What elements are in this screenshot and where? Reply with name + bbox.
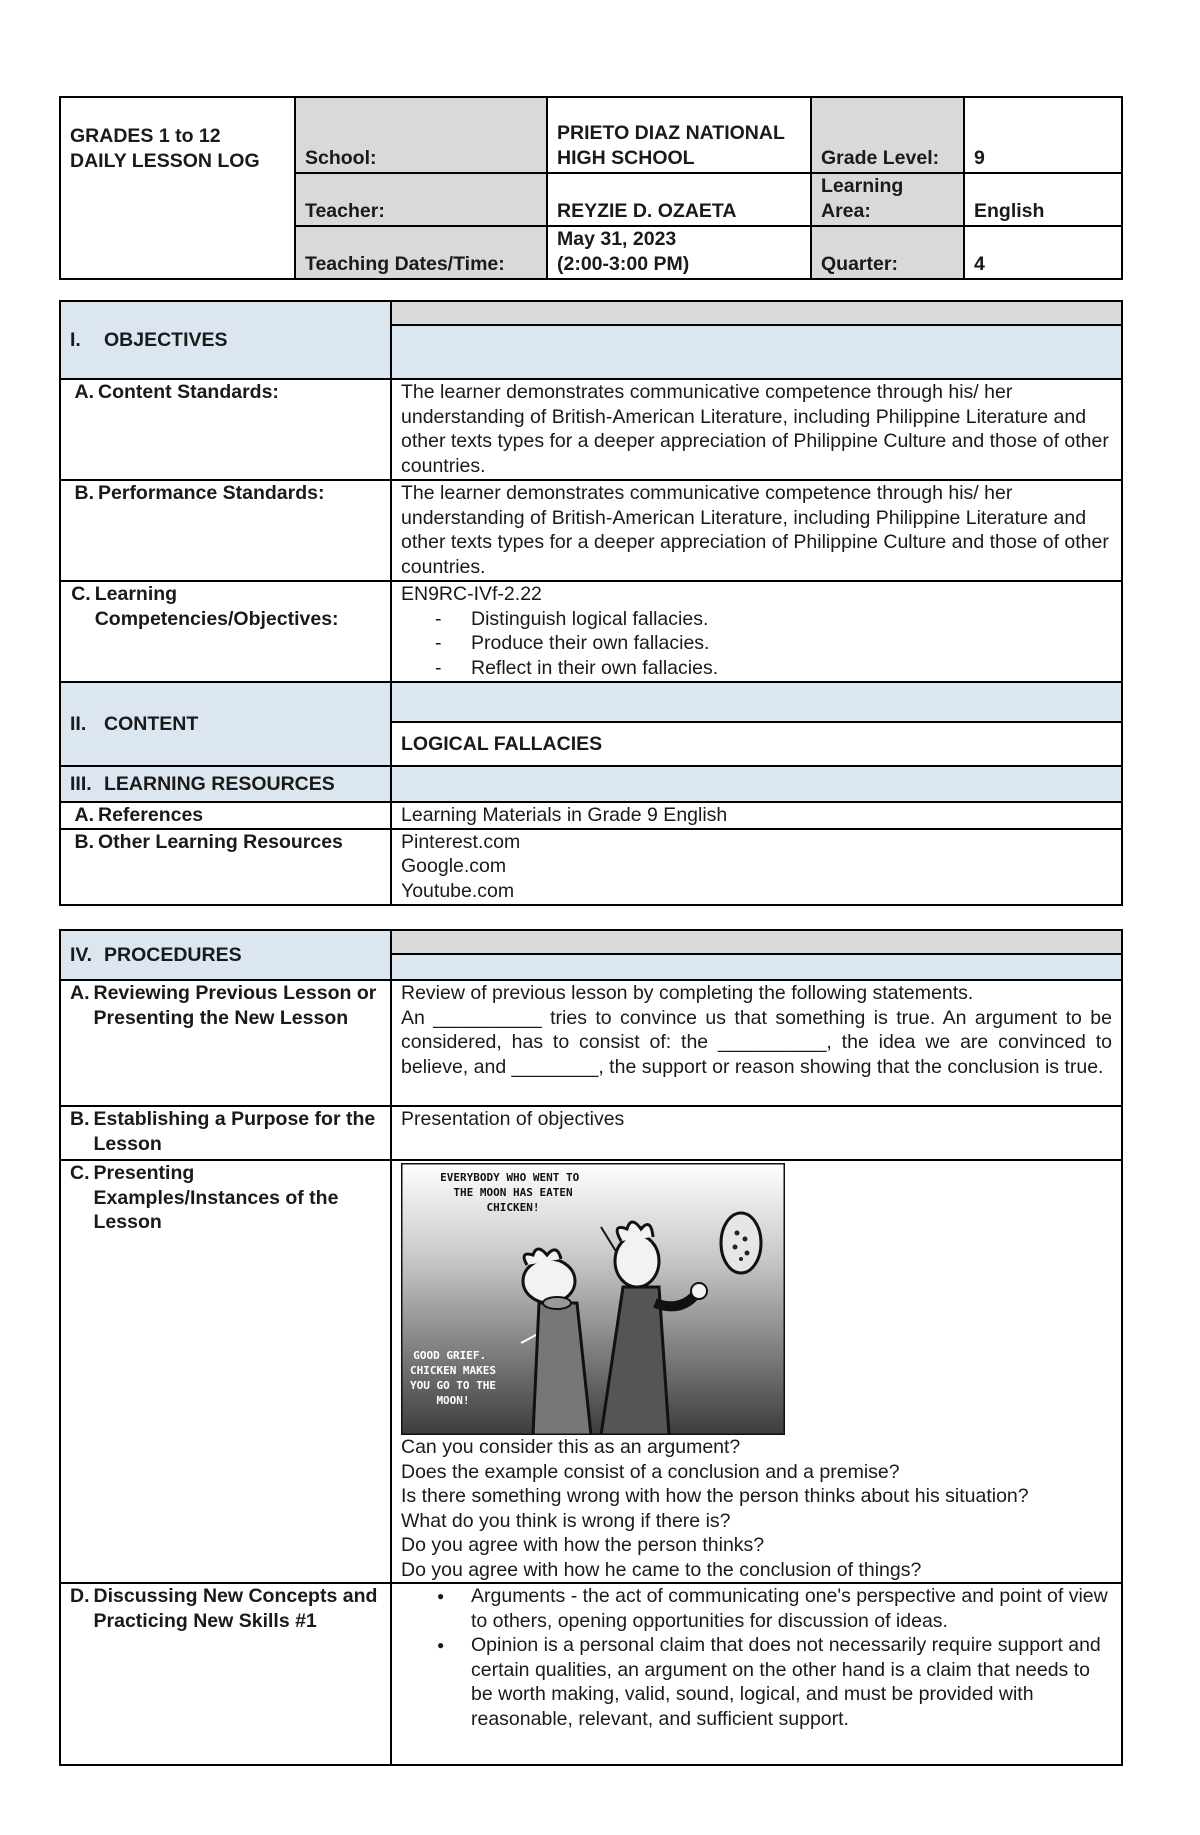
discussing-label: D. Discussing New Concepts and Practicing New Skills #1 — [60, 1583, 391, 1765]
list-item: Pinterest.com — [401, 830, 521, 853]
performance-standards-label: B. Performance Standards: — [60, 480, 391, 581]
school-value: PRIETO DIAZ NATIONAL HIGH SCHOOL — [547, 97, 811, 173]
log-title — [60, 97, 295, 279]
log-title-line-1: GRADES 1 to 12 — [70, 125, 221, 147]
objectives-gray-bar — [391, 301, 1122, 325]
log-title-line-2: DAILY LESSON LOG — [70, 149, 260, 172]
teacher-label: Teacher: — [295, 173, 547, 226]
discussing-text — [391, 1583, 1122, 1765]
references-value: Learning Materials in Grade 9 English — [391, 802, 1122, 829]
list-item: Does the example consist of a conclusion and a premise? — [401, 1460, 900, 1483]
purpose-text: Presentation of objectives — [391, 1106, 1122, 1160]
content-blue-bar — [391, 682, 1122, 722]
comic-text-line: CHICKEN! — [486, 1201, 540, 1214]
procedures-gray-bar — [391, 930, 1122, 954]
performance-standards-text: The learner demonstrates communicative competence through his/ her understanding of British-American Literature, including Philippine Literature and other texts types for a deeper appreciation of Philippine Culture and those of other countries. — [391, 480, 1122, 581]
area-label: Learning Area: — [811, 173, 964, 226]
examples-label: C. Presenting Examples/Instances of the Lesson — [60, 1160, 391, 1583]
dates-label: Teaching Dates/Time: — [295, 226, 547, 279]
resources-blue-bar — [391, 766, 1122, 802]
comic-text-line: CHICKEN MAKES — [409, 1364, 497, 1377]
objectives-heading: I. OBJECTIVES — [60, 301, 391, 379]
competency-list — [401, 607, 1112, 681]
competency-code: EN9RC-IVf-2.22 — [401, 583, 542, 605]
comic-text-line: THE MOON HAS EATEN — [453, 1186, 573, 1199]
list-item: Is there something wrong with how the person thinks about his situation? — [401, 1485, 1029, 1507]
quarter-value: 4 — [964, 226, 1122, 279]
list-item: Google.com — [401, 855, 507, 877]
school-label: School: — [295, 97, 547, 173]
list-item: - Produce their own fallacies. — [401, 631, 1112, 656]
teacher-value: REYZIE D. OZAETA — [547, 173, 811, 226]
comic-text-line: MOON! — [436, 1394, 470, 1407]
content-standards-label: A. Content Standards: — [60, 379, 391, 480]
comic-bubble-bottom: GOOD GRIEF. — [413, 1349, 487, 1362]
objectives-blue-bar — [391, 325, 1122, 379]
list-item: ● Opinion is a personal claim that does not necessarily require support and certain qualities, an argument on the other hand is a claim that needs to be worth making, valid, sound, logical, and must be provided with reasonable, relevant, and sufficient support. — [401, 1633, 1112, 1731]
list-item: Youtube.com — [401, 879, 515, 902]
header-table — [59, 96, 1123, 280]
dates-value-date: May 31, 2023 — [557, 228, 677, 250]
reviewing-text — [391, 980, 1122, 1106]
other-resources-label: B. Other Learning Resources — [60, 829, 391, 905]
list-item: - Distinguish logical fallacies. — [401, 607, 1112, 632]
content-standards-text: The learner demonstrates communicative competence through his/ her understanding of British-American Literature, including Philippine Literature and other texts types for a deeper appreciation of Philippine Culture and those of other countries. — [391, 379, 1122, 480]
learning-competencies-label: C. Learning Competencies/Objectives: — [60, 581, 391, 682]
grade-label: Grade Level: — [811, 97, 964, 173]
question-list — [401, 1435, 1112, 1582]
content-value: LOGICAL FALLACIES — [391, 722, 1122, 766]
review-instruction: Review of previous lesson by completing the following statements. — [401, 982, 974, 1004]
dates-value — [547, 226, 811, 279]
dates-value-time: (2:00-3:00 PM) — [557, 252, 690, 275]
list-item: - Reflect in their own fallacies. — [401, 656, 1112, 681]
quarter-label: Quarter: — [811, 226, 964, 279]
examples-cell — [391, 1160, 1122, 1583]
review-statement: An __________ tries to convince us that something is true. An argument to be considered, has to consist of: the __________, the idea we are convinced to believe, and ________, the support or reason showing that the conclusion is true. — [401, 1006, 1112, 1078]
objectives-table — [59, 300, 1123, 906]
purpose-label: B. Establishing a Purpose for the Lesson — [60, 1106, 391, 1160]
list-item: Do you agree with how the person thinks? — [401, 1534, 765, 1556]
list-item: ● Arguments - the act of communicating one's perspective and point of view to others, opening opportunities for discussion of ideas. — [401, 1584, 1112, 1633]
comic-image — [401, 1163, 785, 1435]
grade-value: 9 — [964, 97, 1122, 173]
procedures-table — [59, 929, 1123, 1766]
comic-bubble-top: EVERYBODY WHO WENT TO — [440, 1171, 580, 1184]
procedures-blue-bar — [391, 954, 1122, 980]
references-label: A. References — [60, 802, 391, 829]
procedures-heading: IV. PROCEDURES — [60, 930, 391, 980]
list-item: What do you think is wrong if there is? — [401, 1509, 731, 1532]
resources-heading: III. LEARNING RESOURCES — [60, 766, 391, 802]
comic-text-line: YOU GO TO THE — [409, 1379, 497, 1392]
concept-list — [401, 1584, 1112, 1731]
learning-competencies-text — [391, 581, 1122, 682]
other-resources-value — [391, 829, 1122, 905]
list-item: Can you consider this as an argument? — [401, 1436, 741, 1458]
content-heading: II. CONTENT — [60, 682, 391, 766]
list-item: Do you agree with how he came to the conclusion of things? — [401, 1558, 922, 1581]
area-value: English — [964, 173, 1122, 226]
reviewing-label: A. Reviewing Previous Lesson or Presenting the New Lesson — [60, 980, 391, 1106]
